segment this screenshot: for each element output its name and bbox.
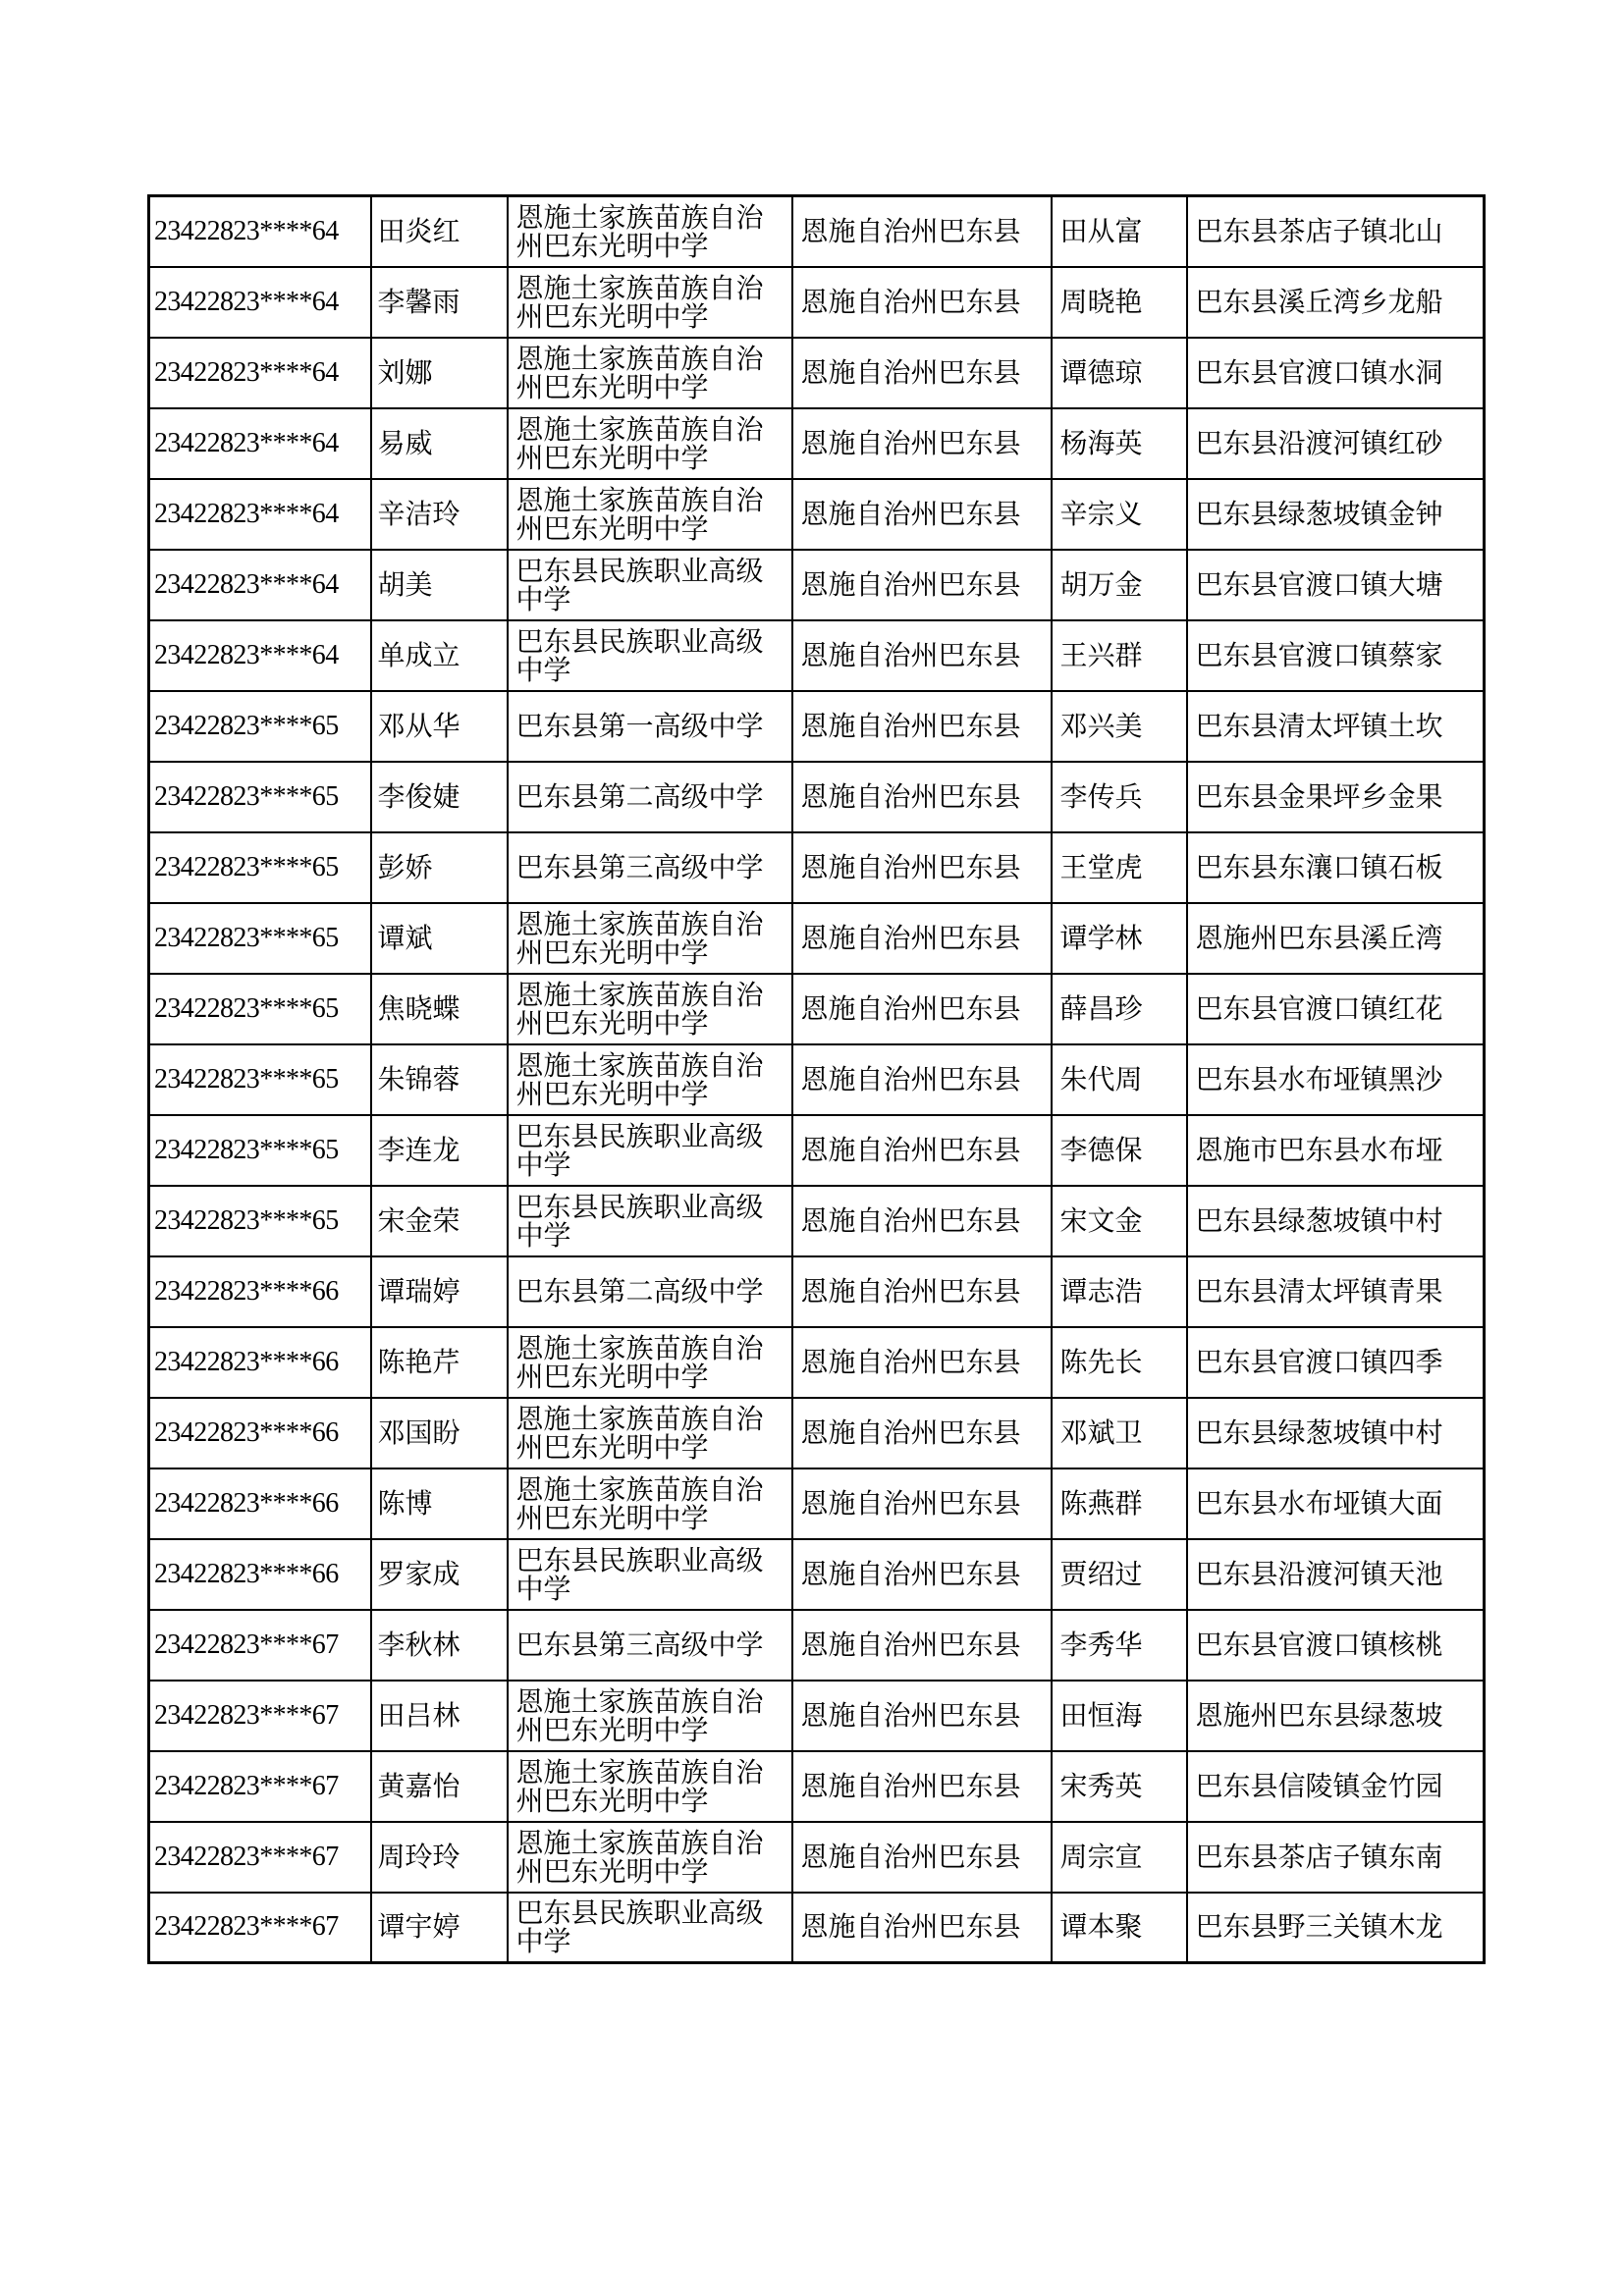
guardian-name-cell: 谭本聚: [1052, 1893, 1187, 1963]
student-id-cell: 23422823****65: [149, 1044, 371, 1115]
student-id-cell: 23422823****65: [149, 1115, 371, 1186]
guardian-name-cell: 辛宗义: [1052, 479, 1187, 550]
address-cell: 巴东县官渡口镇红花: [1187, 974, 1485, 1044]
student-id-cell: 23422823****64: [149, 620, 371, 691]
school-cell: 恩施土家族苗族自治州巴东光明中学: [508, 196, 792, 267]
address-cell: 巴东县绿葱坡镇金钟: [1187, 479, 1485, 550]
table-row: [149, 762, 1485, 832]
student-name-cell: 陈艳芹: [371, 1327, 508, 1398]
address-cell: 巴东县水布垭镇黑沙: [1187, 1044, 1485, 1115]
student-id-cell: 23422823****67: [149, 1610, 371, 1681]
address-cell: 巴东县信陵镇金竹园: [1187, 1751, 1485, 1822]
student-id-cell: 23422823****64: [149, 550, 371, 620]
student-name-cell: 刘娜: [371, 338, 508, 408]
student-id-cell: 23422823****64: [149, 196, 371, 267]
guardian-name-cell: 李德保: [1052, 1115, 1187, 1186]
student-id-cell: 23422823****67: [149, 1822, 371, 1893]
school-cell: 恩施土家族苗族自治州巴东光明中学: [508, 408, 792, 479]
address-cell: 巴东县清太坪镇土坎: [1187, 691, 1485, 762]
student-name-cell: 易威: [371, 408, 508, 479]
student-name-cell: 周玲玲: [371, 1822, 508, 1893]
school-cell: 恩施土家族苗族自治州巴东光明中学: [508, 1327, 792, 1398]
student-id-cell: 23422823****66: [149, 1468, 371, 1539]
table-row: [149, 1115, 1485, 1186]
county-cell: 恩施自治州巴东县: [792, 1822, 1052, 1893]
table-row: [149, 1539, 1485, 1610]
table-row: [149, 620, 1485, 691]
county-cell: 恩施自治州巴东县: [792, 1398, 1052, 1468]
student-name-cell: 李馨雨: [371, 267, 508, 338]
guardian-name-cell: 谭学林: [1052, 903, 1187, 974]
school-cell: 巴东县民族职业高级中学: [508, 1539, 792, 1610]
student-roster-table: [147, 194, 1486, 1964]
school-cell: 恩施土家族苗族自治州巴东光明中学: [508, 1398, 792, 1468]
address-cell: 巴东县官渡口镇水洞: [1187, 338, 1485, 408]
student-id-cell: 23422823****66: [149, 1327, 371, 1398]
table-row: [149, 832, 1485, 903]
table-row: [149, 1822, 1485, 1893]
student-name-cell: 李秋林: [371, 1610, 508, 1681]
county-cell: 恩施自治州巴东县: [792, 1468, 1052, 1539]
table-row: [149, 338, 1485, 408]
address-cell: 恩施市巴东县水布垭: [1187, 1115, 1485, 1186]
guardian-name-cell: 宋文金: [1052, 1186, 1187, 1256]
school-cell: 恩施土家族苗族自治州巴东光明中学: [508, 1468, 792, 1539]
student-name-cell: 李连龙: [371, 1115, 508, 1186]
guardian-name-cell: 陈先长: [1052, 1327, 1187, 1398]
student-name-cell: 邓从华: [371, 691, 508, 762]
guardian-name-cell: 邓兴美: [1052, 691, 1187, 762]
guardian-name-cell: 田恒海: [1052, 1681, 1187, 1751]
school-cell: 恩施土家族苗族自治州巴东光明中学: [508, 903, 792, 974]
school-cell: 巴东县第三高级中学: [508, 1610, 792, 1681]
county-cell: 恩施自治州巴东县: [792, 903, 1052, 974]
address-cell: 巴东县绿葱坡镇中村: [1187, 1186, 1485, 1256]
table-row: [149, 196, 1485, 267]
address-cell: 巴东县沿渡河镇红砂: [1187, 408, 1485, 479]
student-id-cell: 23422823****65: [149, 762, 371, 832]
student-id-cell: 23422823****67: [149, 1893, 371, 1963]
school-cell: 恩施土家族苗族自治州巴东光明中学: [508, 1822, 792, 1893]
guardian-name-cell: 周晓艳: [1052, 267, 1187, 338]
student-id-cell: 23422823****67: [149, 1681, 371, 1751]
address-cell: 巴东县官渡口镇核桃: [1187, 1610, 1485, 1681]
table-row: [149, 1751, 1485, 1822]
student-id-cell: 23422823****65: [149, 832, 371, 903]
student-name-cell: 辛洁玲: [371, 479, 508, 550]
student-name-cell: 黄嘉怡: [371, 1751, 508, 1822]
student-id-cell: 23422823****64: [149, 267, 371, 338]
student-name-cell: 田炎红: [371, 196, 508, 267]
student-id-cell: 23422823****65: [149, 1186, 371, 1256]
table-row: [149, 267, 1485, 338]
county-cell: 恩施自治州巴东县: [792, 974, 1052, 1044]
student-name-cell: 宋金荣: [371, 1186, 508, 1256]
school-cell: 巴东县民族职业高级中学: [508, 620, 792, 691]
address-cell: 巴东县茶店子镇东南: [1187, 1822, 1485, 1893]
student-id-cell: 23422823****64: [149, 338, 371, 408]
address-cell: 巴东县溪丘湾乡龙船: [1187, 267, 1485, 338]
student-name-cell: 彭娇: [371, 832, 508, 903]
guardian-name-cell: 杨海英: [1052, 408, 1187, 479]
table-row: [149, 1468, 1485, 1539]
county-cell: 恩施自治州巴东县: [792, 1044, 1052, 1115]
student-name-cell: 邓国盼: [371, 1398, 508, 1468]
address-cell: 巴东县金果坪乡金果: [1187, 762, 1485, 832]
county-cell: 恩施自治州巴东县: [792, 1327, 1052, 1398]
table-row: [149, 974, 1485, 1044]
guardian-name-cell: 周宗宣: [1052, 1822, 1187, 1893]
county-cell: 恩施自治州巴东县: [792, 620, 1052, 691]
school-cell: 巴东县第三高级中学: [508, 832, 792, 903]
table-row: [149, 1327, 1485, 1398]
guardian-name-cell: 谭志浩: [1052, 1256, 1187, 1327]
county-cell: 恩施自治州巴东县: [792, 1681, 1052, 1751]
table-row: [149, 1610, 1485, 1681]
student-name-cell: 陈博: [371, 1468, 508, 1539]
table-row: [149, 1186, 1485, 1256]
address-cell: 巴东县野三关镇木龙: [1187, 1893, 1485, 1963]
guardian-name-cell: 陈燕群: [1052, 1468, 1187, 1539]
table-row: [149, 1044, 1485, 1115]
county-cell: 恩施自治州巴东县: [792, 1539, 1052, 1610]
student-name-cell: 田吕林: [371, 1681, 508, 1751]
student-id-cell: 23422823****64: [149, 408, 371, 479]
table-row: [149, 1681, 1485, 1751]
student-id-cell: 23422823****66: [149, 1539, 371, 1610]
address-cell: 巴东县官渡口镇蔡家: [1187, 620, 1485, 691]
guardian-name-cell: 胡万金: [1052, 550, 1187, 620]
county-cell: 恩施自治州巴东县: [792, 1751, 1052, 1822]
guardian-name-cell: 朱代周: [1052, 1044, 1187, 1115]
student-id-cell: 23422823****65: [149, 903, 371, 974]
school-cell: 巴东县民族职业高级中学: [508, 1893, 792, 1963]
guardian-name-cell: 王堂虎: [1052, 832, 1187, 903]
table-row: [149, 408, 1485, 479]
student-name-cell: 朱锦蓉: [371, 1044, 508, 1115]
address-cell: 巴东县东瀼口镇石板: [1187, 832, 1485, 903]
address-cell: 恩施州巴东县绿葱坡: [1187, 1681, 1485, 1751]
county-cell: 恩施自治州巴东县: [792, 1115, 1052, 1186]
student-name-cell: 焦晓蝶: [371, 974, 508, 1044]
table-row: [149, 691, 1485, 762]
address-cell: 巴东县清太坪镇青果: [1187, 1256, 1485, 1327]
county-cell: 恩施自治州巴东县: [792, 691, 1052, 762]
address-cell: 巴东县茶店子镇北山: [1187, 196, 1485, 267]
guardian-name-cell: 王兴群: [1052, 620, 1187, 691]
address-cell: 巴东县官渡口镇四季: [1187, 1327, 1485, 1398]
county-cell: 恩施自治州巴东县: [792, 1893, 1052, 1963]
roster-body: [149, 196, 1485, 1963]
county-cell: 恩施自治州巴东县: [792, 1610, 1052, 1681]
address-cell: 巴东县沿渡河镇天池: [1187, 1539, 1485, 1610]
student-name-cell: 罗家成: [371, 1539, 508, 1610]
student-name-cell: 胡美: [371, 550, 508, 620]
county-cell: 恩施自治州巴东县: [792, 1186, 1052, 1256]
school-cell: 恩施土家族苗族自治州巴东光明中学: [508, 1681, 792, 1751]
student-name-cell: 李俊婕: [371, 762, 508, 832]
school-cell: 恩施土家族苗族自治州巴东光明中学: [508, 479, 792, 550]
school-cell: 恩施土家族苗族自治州巴东光明中学: [508, 267, 792, 338]
address-cell: 巴东县绿葱坡镇中村: [1187, 1398, 1485, 1468]
student-name-cell: 单成立: [371, 620, 508, 691]
guardian-name-cell: 谭德琼: [1052, 338, 1187, 408]
table-row: [149, 1398, 1485, 1468]
school-cell: 恩施土家族苗族自治州巴东光明中学: [508, 1751, 792, 1822]
guardian-name-cell: 李传兵: [1052, 762, 1187, 832]
student-id-cell: 23422823****65: [149, 974, 371, 1044]
table-row: [149, 1256, 1485, 1327]
student-name-cell: 谭斌: [371, 903, 508, 974]
student-id-cell: 23422823****66: [149, 1256, 371, 1327]
guardian-name-cell: 薛昌珍: [1052, 974, 1187, 1044]
county-cell: 恩施自治州巴东县: [792, 408, 1052, 479]
guardian-name-cell: 邓斌卫: [1052, 1398, 1187, 1468]
guardian-name-cell: 田从富: [1052, 196, 1187, 267]
student-name-cell: 谭瑞婷: [371, 1256, 508, 1327]
school-cell: 巴东县第二高级中学: [508, 1256, 792, 1327]
county-cell: 恩施自治州巴东县: [792, 479, 1052, 550]
school-cell: 巴东县民族职业高级中学: [508, 550, 792, 620]
table-row: [149, 1893, 1485, 1963]
county-cell: 恩施自治州巴东县: [792, 762, 1052, 832]
address-cell: 恩施州巴东县溪丘湾: [1187, 903, 1485, 974]
county-cell: 恩施自治州巴东县: [792, 1256, 1052, 1327]
student-id-cell: 23422823****65: [149, 691, 371, 762]
school-cell: 恩施土家族苗族自治州巴东光明中学: [508, 974, 792, 1044]
school-cell: 恩施土家族苗族自治州巴东光明中学: [508, 338, 792, 408]
school-cell: 巴东县民族职业高级中学: [508, 1186, 792, 1256]
table-row: [149, 903, 1485, 974]
county-cell: 恩施自治州巴东县: [792, 196, 1052, 267]
guardian-name-cell: 李秀华: [1052, 1610, 1187, 1681]
school-cell: 巴东县第一高级中学: [508, 691, 792, 762]
county-cell: 恩施自治州巴东县: [792, 832, 1052, 903]
school-cell: 巴东县民族职业高级中学: [508, 1115, 792, 1186]
guardian-name-cell: 宋秀英: [1052, 1751, 1187, 1822]
address-cell: 巴东县水布垭镇大面: [1187, 1468, 1485, 1539]
county-cell: 恩施自治州巴东县: [792, 550, 1052, 620]
address-cell: 巴东县官渡口镇大塘: [1187, 550, 1485, 620]
county-cell: 恩施自治州巴东县: [792, 338, 1052, 408]
table-row: [149, 550, 1485, 620]
school-cell: 巴东县第二高级中学: [508, 762, 792, 832]
county-cell: 恩施自治州巴东县: [792, 267, 1052, 338]
guardian-name-cell: 贾绍过: [1052, 1539, 1187, 1610]
student-id-cell: 23422823****66: [149, 1398, 371, 1468]
school-cell: 恩施土家族苗族自治州巴东光明中学: [508, 1044, 792, 1115]
table-row: [149, 479, 1485, 550]
student-id-cell: 23422823****64: [149, 479, 371, 550]
student-name-cell: 谭宇婷: [371, 1893, 508, 1963]
student-id-cell: 23422823****67: [149, 1751, 371, 1822]
